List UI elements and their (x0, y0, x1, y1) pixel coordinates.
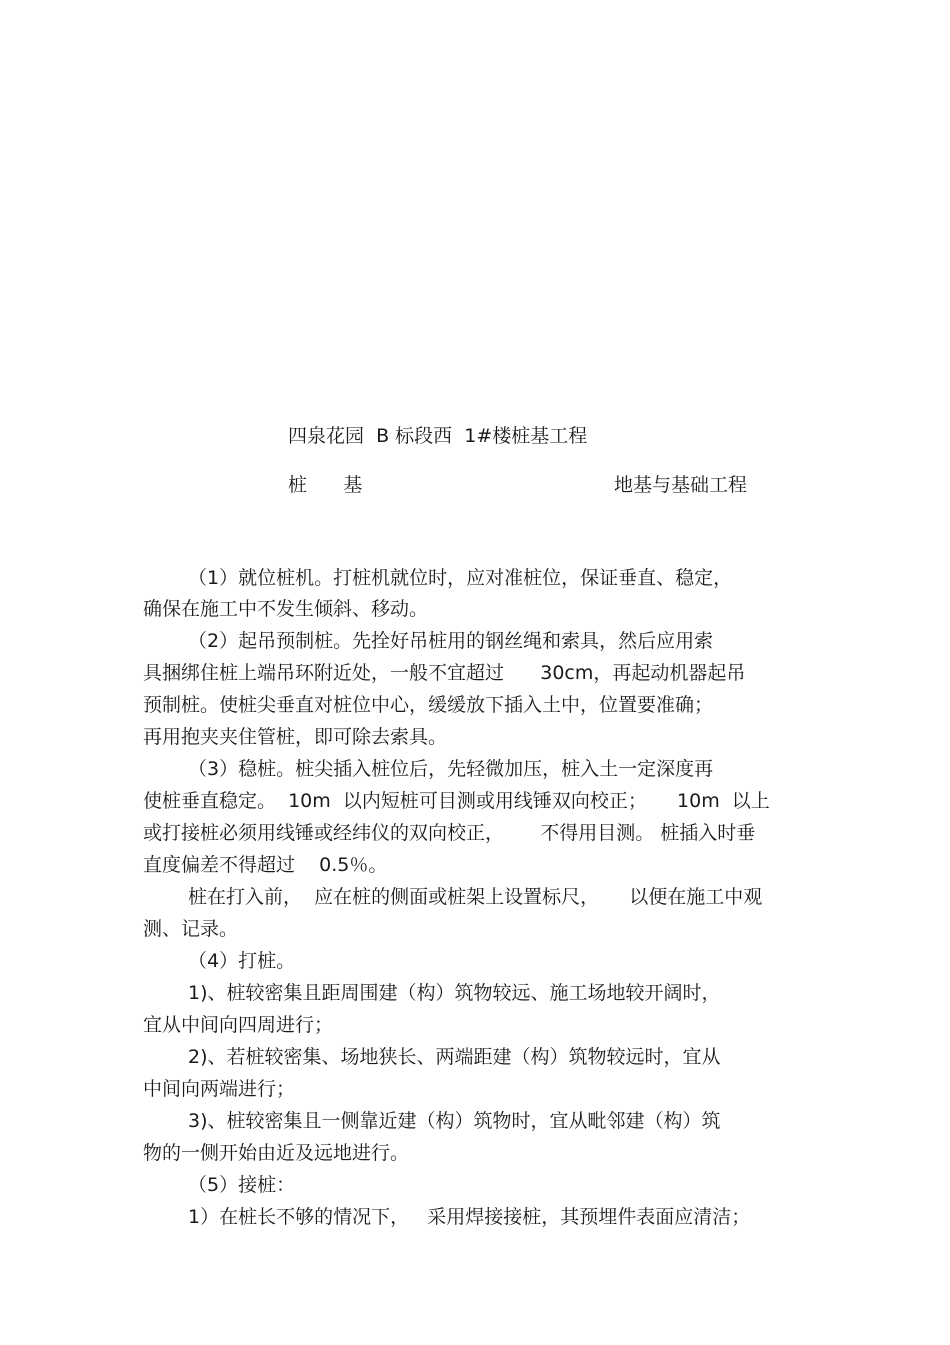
paragraph-line: 再用抱夹夹住管桩，即可除去索具。 (143, 726, 448, 748)
paragraph-line: （5）接桩： (188, 1174, 296, 1196)
subsection-label: 桩 基 (288, 474, 363, 496)
paragraph-line: 测、记录。 (143, 918, 239, 940)
paragraph-line: 预制桩。使桩尖垂直对桩位中心，缓缓放下插入土中，位置要准确； (143, 694, 714, 716)
paragraph-line: 使桩垂直稳定。 10m 以内短桩可目测或用线锤双向校正； 10m 以上 (143, 790, 770, 812)
paragraph-line: 宜从中间向四周进行； (143, 1014, 334, 1036)
division-label: 地基与基础工程 (614, 474, 748, 496)
paragraph-line: 2)、若桩较密集、场地狭长、两端距建（构）筑物较远时，宜从 (188, 1046, 721, 1068)
paragraph-line: 具捆绑住桩上端吊环附近处，一般不宜超过 30cm，再起动机器起吊 (143, 662, 746, 684)
project-title: 四泉花园 B 标段西 1#楼桩基工程 (288, 425, 588, 447)
paragraph-line: 1）在桩长不够的情况下， 采用焊接接桩，其预埋件表面应清洁； (188, 1206, 751, 1228)
paragraph-line: 桩在打入前， 应在桩的侧面或桩架上设置标尺， 以便在施工中观 (188, 886, 763, 908)
paragraph-line: 确保在施工中不发生倾斜、移动。 (143, 598, 429, 620)
paragraph-line: （2）起吊预制桩。先拴好吊桩用的钢丝绳和索具，然后应用索 (188, 630, 714, 652)
paragraph-line: 物的一侧开始由近及远地进行。 (143, 1142, 410, 1164)
paragraph-line: （1）就位桩机。打桩机就位时，应对准桩位，保证垂直、稳定， (188, 567, 733, 589)
paragraph-line: 1)、桩较密集且距周围建（构）筑物较远、施工场地较开阔时， (188, 982, 721, 1004)
paragraph-line: （3）稳桩。桩尖插入桩位后，先轻微加压，桩入土一定深度再 (188, 758, 714, 780)
paragraph-line: 3)、桩较密集且一侧靠近建（构）筑物时，宜从毗邻建（构）筑 (188, 1110, 721, 1132)
paragraph-line: 或打接桩必须用线锤或经纬仪的双向校正， 不得用目测。 桩插入时垂 (143, 822, 756, 844)
paragraph-line: （4）打桩。 (188, 950, 296, 972)
paragraph-line: 直度偏差不得超过 0.5％。 (143, 854, 388, 876)
paragraph-line: 中间向两端进行； (143, 1078, 296, 1100)
